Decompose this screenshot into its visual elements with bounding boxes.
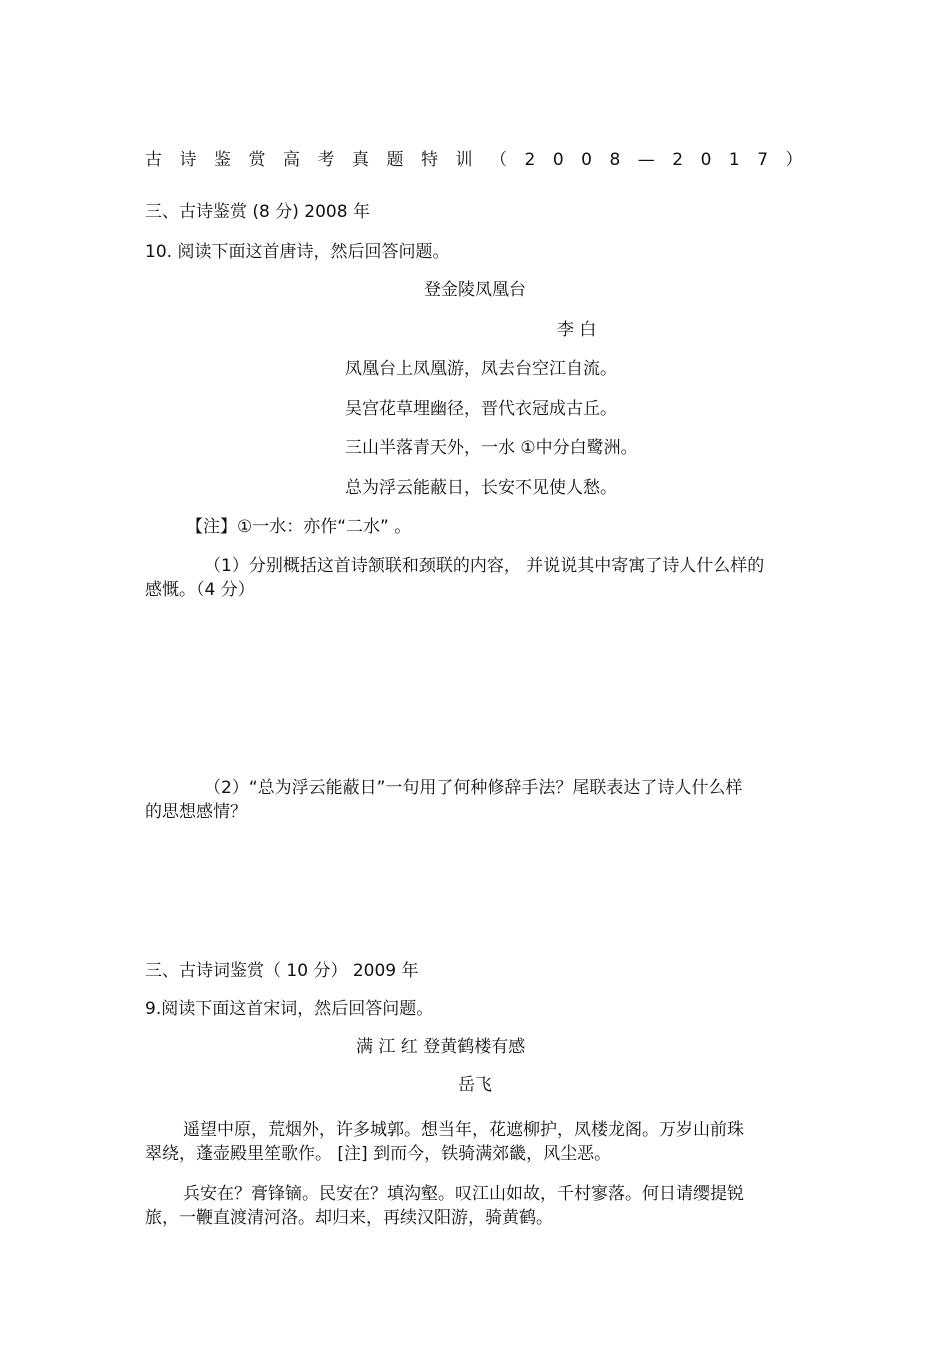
ci-paragraph-1-line-1: 遥望中原，荒烟外，许多城郭。想当年，花遮柳护，凤楼龙阁。万岁山前珠 bbox=[183, 1120, 744, 1140]
question-1-line-2: 感慨。（4 分） bbox=[145, 580, 255, 600]
question-instruction-10: 10. 阅读下面这首唐诗，然后回答问题。 bbox=[145, 242, 450, 262]
section-heading-2008: 三、古诗鉴赏 (8 分) 2008 年 bbox=[145, 202, 370, 222]
ci-paragraph-1-line-2: 翠绕，蓬壶殿里笙歌作。 [注] 到而今，铁骑满郊畿，风尘恶。 bbox=[145, 1144, 612, 1164]
section-heading-2009: 三、古诗词鉴赏（ 10 分） 2009 年 bbox=[145, 961, 419, 981]
poem-author-libai: 李 白 bbox=[557, 320, 597, 340]
ci-paragraph-2-line-2: 旅，一鞭直渡清河洛。却归来，再续汉阳游，骑黄鹤。 bbox=[145, 1208, 553, 1228]
poem-line-4: 总为浮云能蔽日，长安不见使人愁。 bbox=[345, 478, 617, 498]
question-instruction-9: 9.阅读下面这首宋词，然后回答问题。 bbox=[145, 999, 434, 1019]
poem-line-3: 三山半落青天外，一水 ①中分白鹭洲。 bbox=[345, 438, 638, 458]
poem-author-yuefei: 岳飞 bbox=[458, 1075, 492, 1095]
poem-line-2: 吴宫花草埋幽径，晋代衣冠成古丘。 bbox=[345, 399, 617, 419]
poem-line-1: 凤凰台上凤凰游，凤去台空江自流。 bbox=[345, 359, 617, 379]
question-1-line-1: （1）分别概括这首诗颔联和颈联的内容， 并说说其中寄寓了诗人什么样的 bbox=[204, 556, 765, 576]
page-title: 古诗鉴赏高考真题特训（2008—2017） bbox=[145, 150, 821, 170]
poem-title-manjianghong: 满 江 红 登黄鹤楼有感 bbox=[356, 1037, 526, 1057]
question-2-line-2: 的思想感情？ bbox=[145, 802, 247, 822]
poem-title-dengjinling: 登金陵凤凰台 bbox=[424, 280, 526, 300]
poem-note: 【注】①一水：亦作“二水” 。 bbox=[186, 517, 412, 537]
ci-paragraph-2-line-1: 兵安在？膏锋镝。民安在？填沟壑。叹江山如故，千村寥落。何日请缨提锐 bbox=[183, 1184, 744, 1204]
question-2-line-1: （2）“总为浮云能蔽日”一句用了何种修辞手法？尾联表达了诗人什么样 bbox=[204, 778, 743, 798]
